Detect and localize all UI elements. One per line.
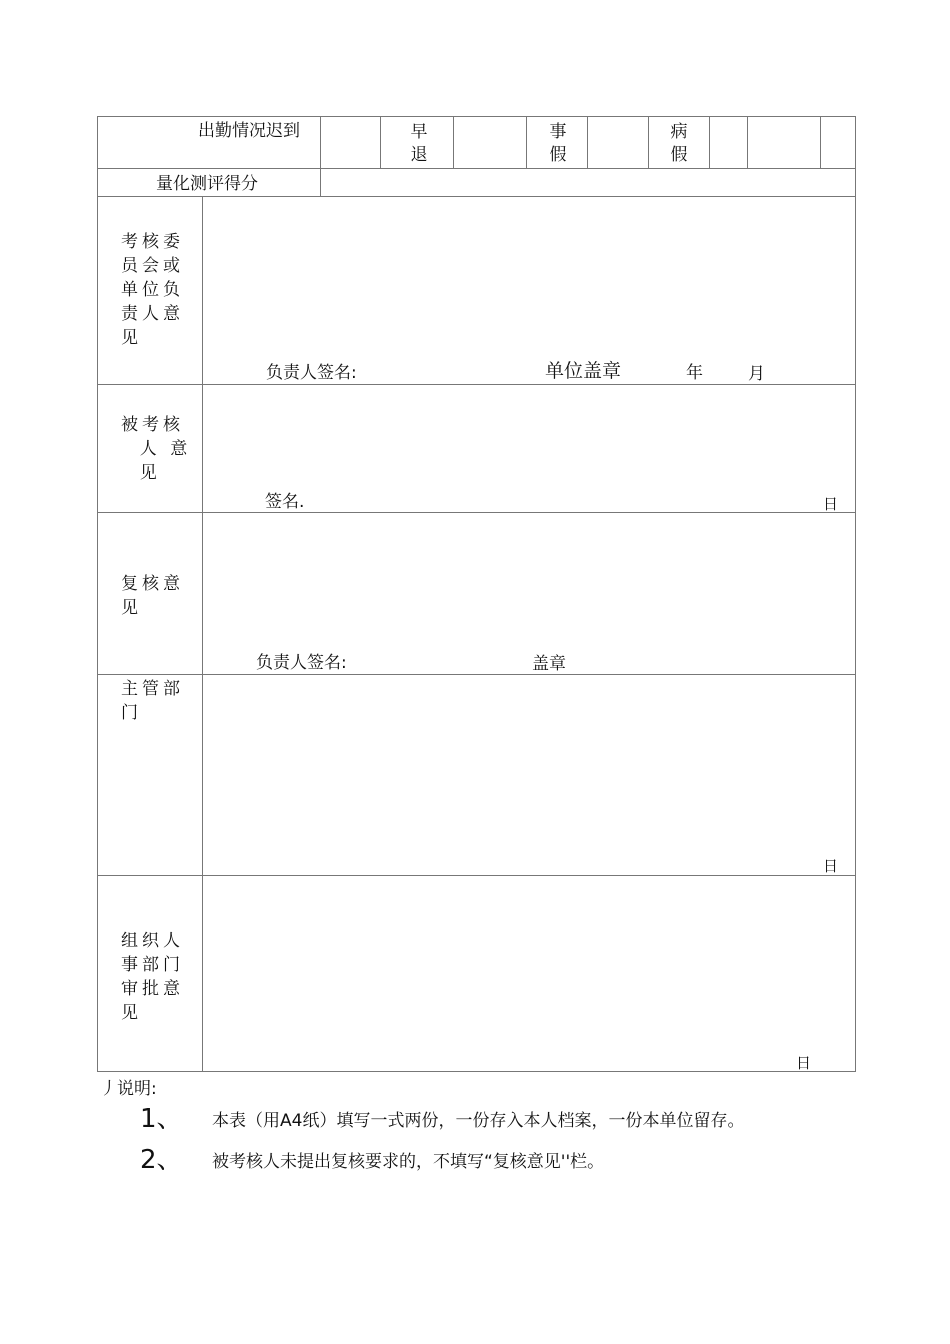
personal-leave-label: 事 假 (549, 122, 567, 165)
department-label: 主管部 门 (121, 679, 184, 723)
note-text: 被考核人未提出复核要求的，不填写“复核意见''栏。 (212, 1152, 605, 1172)
review-signer-label: 负责人签名: (256, 653, 347, 673)
department-day-label: 日 (823, 857, 839, 875)
month-label: 月 (748, 364, 765, 384)
examinee-day-label: 日 (823, 495, 839, 513)
note-text: 本表（用A4纸）填写一式两份，一份存入本人档案，一份本单位留存。 (212, 1111, 745, 1131)
note-number: 1、 (140, 1104, 183, 1134)
col-divider-attendance-3 (526, 116, 527, 168)
table-border-top (97, 116, 856, 117)
table-border-right (855, 116, 856, 1072)
table-border-bottom (97, 1071, 856, 1072)
year-label: 年 (686, 363, 703, 383)
col-divider-attendance-7 (747, 116, 748, 168)
col-divider-attendance-4 (587, 116, 588, 168)
table-border-left (97, 116, 98, 1072)
col-divider-label (202, 196, 203, 1072)
examinee-opinion-label: 被考核 人 意 见 (121, 415, 192, 483)
review-opinion-label: 复核意 见 (121, 574, 184, 618)
attendance-late-label: 出勤情况迟到 (198, 121, 300, 141)
score-label: 量化测评得分 (156, 174, 258, 194)
row-divider-committee (97, 384, 856, 385)
personnel-approval-label: 组织人 事部门 审批意 见 (121, 931, 184, 1023)
row-divider-attendance (97, 168, 856, 169)
sick-leave-label: 病 假 (670, 122, 688, 165)
notes-title: 丿说明: (100, 1079, 157, 1099)
col-divider-attendance-5 (648, 116, 649, 168)
row-divider-score (97, 196, 856, 197)
col-divider-attendance-6 (709, 116, 710, 168)
row-divider-review (97, 674, 856, 675)
committee-signer-label: 负责人签名: (266, 363, 357, 383)
col-divider-attendance-8 (820, 116, 821, 168)
review-seal-label: 盖章 (532, 654, 566, 674)
col-divider-attendance-2 (453, 116, 454, 168)
note-number: 2、 (140, 1145, 183, 1175)
early-leave-label: 早 退 (410, 122, 428, 165)
row-divider-examinee (97, 512, 856, 513)
col-divider-attendance-1 (380, 116, 381, 168)
committee-opinion-label: 考核委 员会或 单位负 责人意 见 (121, 232, 184, 348)
row-divider-department (97, 875, 856, 876)
unit-seal-label: 单位盖章 (545, 360, 622, 382)
examinee-signature-label: 签名. (265, 492, 305, 512)
col-divider-score (320, 116, 321, 196)
personnel-day-label: 日 (796, 1054, 812, 1072)
